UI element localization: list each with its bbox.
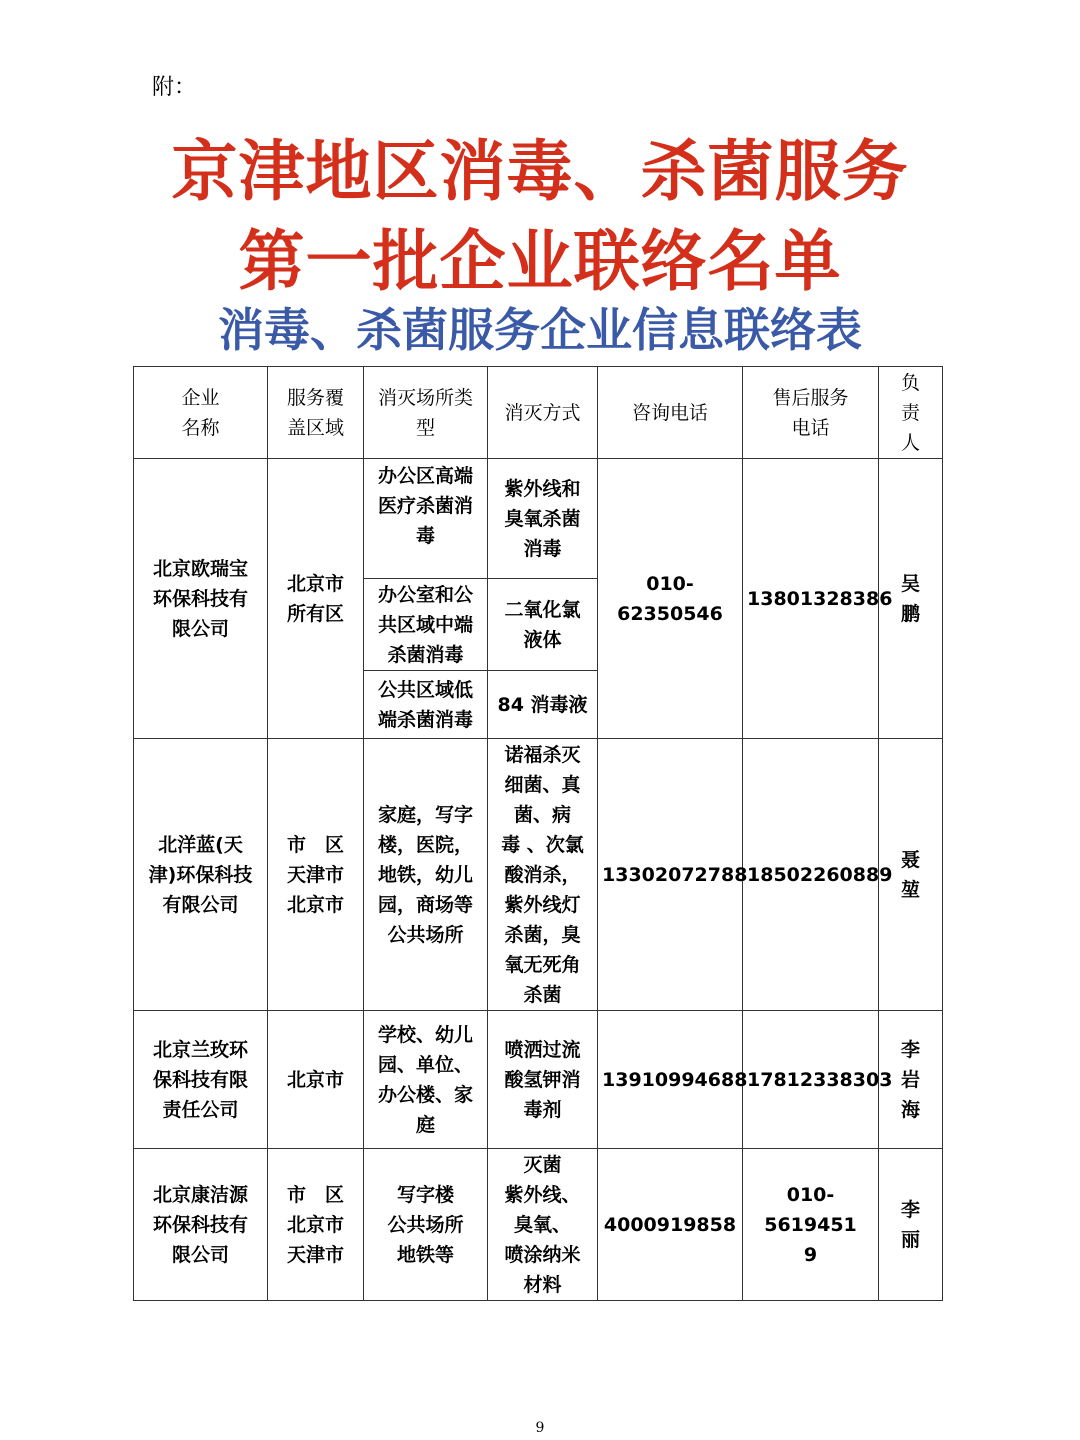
service-phone: 18502260889 <box>743 739 879 1011</box>
company-contact-table <box>133 366 943 1301</box>
service-phone: 010-5619451 9 <box>743 1149 879 1301</box>
venue-type: 办公室和公 共区域中端 杀菌消毒 <box>364 579 488 671</box>
company-name: 北京欧瑞宝 环保科技有 限公司 <box>134 459 268 739</box>
company-name: 北京康洁源 环保科技有 限公司 <box>134 1149 268 1301</box>
table-subtitle: 消毒、杀菌服务企业信息联络表 <box>218 303 862 357</box>
person-in-charge: 李 丽 <box>879 1149 943 1301</box>
service-area: 北京市 所有区 <box>268 459 364 739</box>
venue-type: 家庭，写字 楼，医院， 地铁，幼儿 园，商场等 公共场所 <box>364 739 488 1011</box>
header-service-phone: 售后服务 电话 <box>743 367 879 459</box>
venue-type: 写字楼 公共场所 地铁等 <box>364 1149 488 1301</box>
table-header-row <box>134 367 943 459</box>
method: 紫外线和 臭氧杀菌 消毒 <box>488 459 598 579</box>
service-area: 市 区 北京市 天津市 <box>268 1149 364 1301</box>
header-service-area: 服务覆 盖区域 <box>268 367 364 459</box>
page-title-line-1: 京津地区消毒、杀菌服务 <box>171 133 909 210</box>
person-in-charge: 聂 堃 <box>879 739 943 1011</box>
table-row <box>134 1011 943 1149</box>
service-area: 北京市 <box>268 1011 364 1149</box>
person-in-charge: 李 岩 海 <box>879 1011 943 1149</box>
table-row <box>134 459 943 579</box>
header-venue-type: 消灭场所类 型 <box>364 367 488 459</box>
consult-phone: 13910994688 <box>598 1011 743 1149</box>
header-method: 消灭方式 <box>488 367 598 459</box>
table-row <box>134 1149 943 1301</box>
page-number: 9 <box>535 1420 545 1436</box>
attachment-label: 附： <box>152 75 197 100</box>
service-area: 市 区 天津市 北京市 <box>268 739 364 1011</box>
method: 喷洒过流 酸氢钾消 毒剂 <box>488 1011 598 1149</box>
venue-type: 学校、幼儿 园、单位、 办公楼、家 庭 <box>364 1011 488 1149</box>
company-name: 北洋蓝(天 津)环保科技 有限公司 <box>134 739 268 1011</box>
service-phone: 13801328386 <box>743 459 879 739</box>
person-in-charge: 吴 鹏 <box>879 459 943 739</box>
venue-type: 公共区域低 端杀菌消毒 <box>364 671 488 739</box>
venue-type: 办公区高端 医疗杀菌消 毒 <box>364 459 488 579</box>
method: 灭菌 紫外线、 臭氧、 喷涂纳米 材料 <box>488 1149 598 1301</box>
method: 二氧化氯 液体 <box>488 579 598 671</box>
consult-phone: 13302072788 <box>598 739 743 1011</box>
header-consult-phone: 咨询电话 <box>598 367 743 459</box>
header-company-name: 企业 名称 <box>134 367 268 459</box>
service-phone: 17812338303 <box>743 1011 879 1149</box>
method: 84 消毒液 <box>488 671 598 739</box>
header-person: 负 责 人 <box>879 367 943 459</box>
company-name: 北京兰玫环 保科技有限 责任公司 <box>134 1011 268 1149</box>
page-title-line-2: 第一批企业联络名单 <box>238 223 842 300</box>
consult-phone: 010-62350546 <box>598 459 743 739</box>
consult-phone: 4000919858 <box>598 1149 743 1301</box>
table-row <box>134 739 943 1011</box>
method: 诺福杀灭 细菌、真 菌、病 毒 、次氯 酸消杀， 紫外线灯 杀菌，臭 氧无死角 杀菌 <box>488 739 598 1011</box>
